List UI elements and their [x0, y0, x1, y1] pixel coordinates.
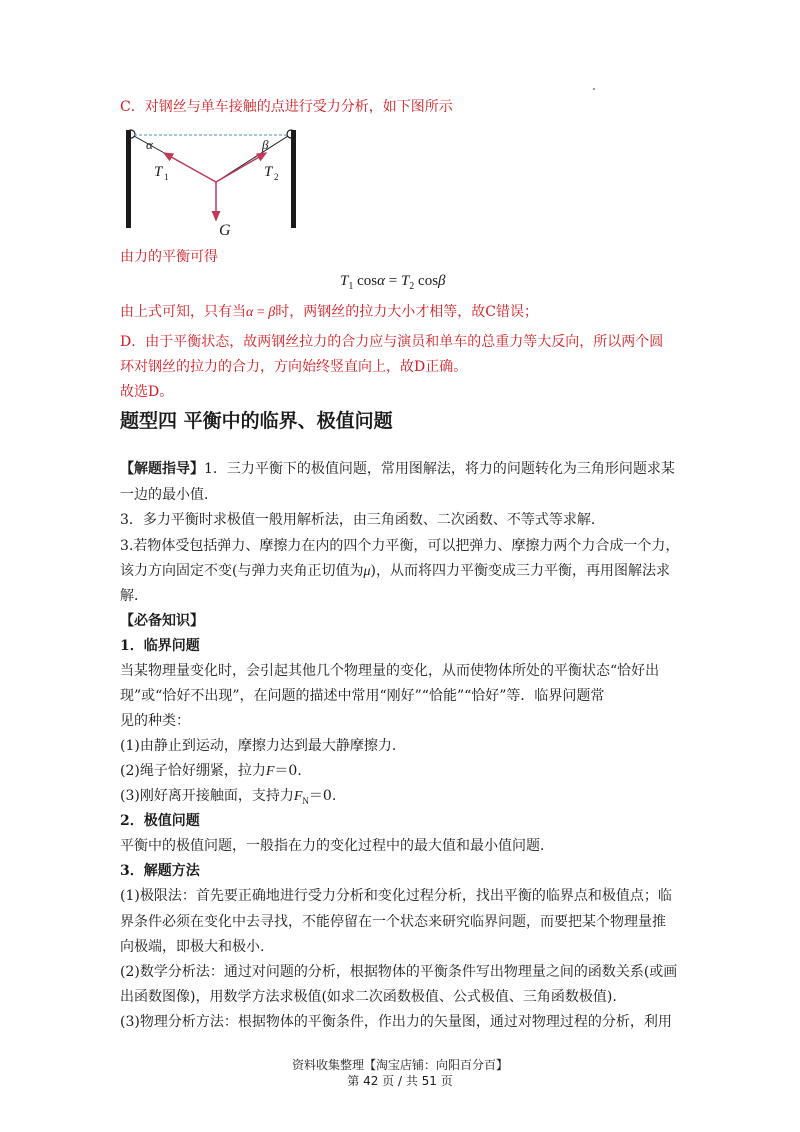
method1-l3: 向极端，即极大和极小. [120, 939, 265, 955]
method2-l1: (2)数学分析法：通过对问题的分析，根据物体的平衡条件写出物理量之间的函数关系(或画 [120, 964, 678, 980]
critical-p2: 现”或“恰好不出现”，在问题的描述中常用“刚好”“恰能”“恰好”等．临界问题常 [120, 688, 605, 704]
cond-alpha: α [246, 305, 254, 320]
right-pole [291, 130, 296, 228]
guide-l1-text: 1．三力平衡下的极值问题，常用图解法，将力的问题转化为三角形问题求某 [204, 461, 675, 477]
guide-line2: 一边的最小值． [120, 487, 218, 503]
force-diagram [118, 122, 308, 237]
conclusion-c-mid: 时，两钢丝的拉力大小才相等，故C错误； [275, 304, 538, 320]
guide-line4: 3.若物体受包括弹力、摩擦力在内的四个力平衡，可以把弹力、摩擦力两个力合成一个力， [120, 538, 680, 554]
t2-label: T [264, 164, 273, 180]
item3-pre: (3)刚好离开接触面，支持力 [120, 788, 294, 804]
formula-cos1: cos [353, 273, 378, 289]
formula-t1-sub: 1 [348, 281, 354, 292]
item2-pre: (2)绳子恰好绷紧，拉力 [120, 763, 266, 779]
method-title: 3．解题方法 [120, 863, 200, 879]
method3-l1: (3)物理分析方法：根据物体的平衡条件，作出力的矢量图，通过对物理过程的分析，利用 [120, 1014, 672, 1030]
critical-item2 [120, 761, 302, 782]
knowledge-label: 【必备知识】 [120, 613, 204, 629]
option-c-analysis: C．对钢丝与单车接触的点进行受力分析，如下图所示 [120, 99, 453, 115]
conclusion-c [120, 302, 538, 323]
method1-l1: (1)极限法：首先要正确地进行受力分析和变化过程分析，找出平衡的临界点和极值点；临 [120, 888, 672, 904]
guide-mu: μ [363, 564, 371, 579]
alpha-label: α [146, 137, 153, 152]
method2-l2: 出函数图像)，用数学方法求极值(如求二次函数极值、公式极值、三角函数极值). [120, 989, 617, 1005]
footer-source: 资料收集整理【淘宝店铺：向阳百分百】 [291, 1058, 508, 1072]
cond-beta: β [268, 305, 276, 320]
option-d-line1: D．由于平衡状态，故两钢丝拉力的合力应与演员和单车的总重力等大反向，所以两个圆 [120, 334, 664, 350]
conclusion-c-pre: 由上式可知，只有当 [120, 304, 246, 320]
guide-label: 【解题指导】 [120, 461, 204, 477]
item3-sub: N [302, 795, 309, 806]
critical-item1: (1)由静止到运动，摩擦力达到最大静摩擦力． [120, 738, 406, 754]
left-pole [126, 130, 131, 228]
footer-page-number: 第 42 页 / 共 51 页 [347, 1074, 453, 1088]
t1-subscript: 1 [164, 172, 169, 182]
critical-title: 1．临界问题 [120, 638, 200, 654]
guide-l5-pre: 该力方向固定不变(与弹力夹角正切值为 [120, 563, 364, 579]
extreme-p1: 平衡中的极值问题，一般指在力的变化过程中的最大值和最小值问题． [120, 838, 554, 854]
method1-l2: 界条件必须在变化中去寻找，不能停留在一个状态来研究临界问题，而要把某个物理量推 [120, 914, 666, 930]
beta-label: β [262, 137, 269, 152]
item2-post: ＝0. [274, 763, 302, 779]
formula-eq: = [384, 273, 401, 289]
guide-line3: 3．多力平衡时求极值一般用解析法，由三角函数、二次函数、不等式等求解． [120, 512, 605, 528]
t2-arrow [216, 153, 266, 182]
formula-alpha: α [377, 273, 385, 289]
critical-p1: 当某物理量变化时，会引起其他几个物理量的变化，从而使物体所处的平衡状态“恰好出 [120, 663, 660, 679]
item3-var: F [293, 789, 303, 804]
item2-var: F [265, 764, 275, 779]
option-d-line2: 环对钢丝的拉力的合力，方向始终竖直向上，故D正确。 [120, 359, 468, 375]
section-heading: 题型四 平衡中的临界、极值问题 [120, 410, 393, 432]
g-label: G [219, 222, 231, 237]
stray-mark [593, 88, 595, 90]
guide-line1 [120, 459, 675, 479]
t2-subscript: 2 [274, 172, 279, 182]
balance-formula [340, 270, 446, 298]
formula-t1: T [340, 273, 349, 289]
t1-label: T [154, 164, 163, 180]
formula-t2: T [400, 273, 410, 289]
item3-post: ＝0. [308, 788, 337, 804]
answer-line: 故选D。 [120, 384, 174, 400]
balance-intro: 由力的平衡可得 [120, 249, 218, 265]
formula-t2-sub: 2 [409, 281, 415, 292]
critical-item3 [120, 786, 336, 811]
t1-arrow [164, 153, 216, 182]
critical-p3: 见的种类： [120, 713, 190, 729]
extreme-title: 2．极值问题 [120, 813, 200, 829]
cond-eq: = [253, 305, 269, 320]
formula-beta: β [438, 273, 446, 289]
guide-l5-post: )，从而将四力平衡变成三力平衡，再用图解法求 [370, 563, 670, 579]
formula-cos2: cos [414, 273, 439, 289]
guide-line6: 解． [120, 588, 148, 604]
guide-line5 [120, 561, 670, 582]
